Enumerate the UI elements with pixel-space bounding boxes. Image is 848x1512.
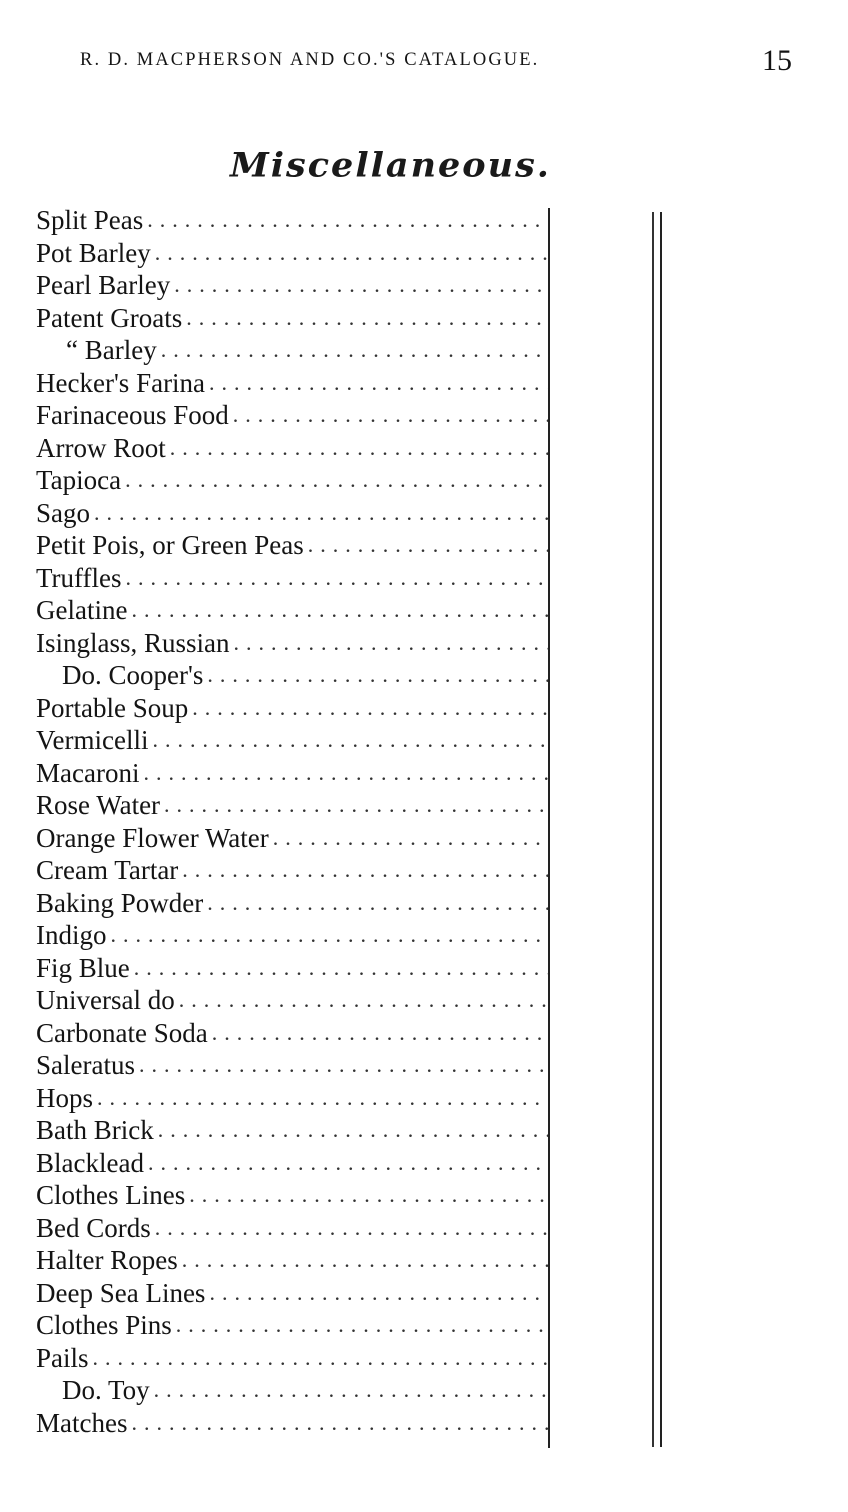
price-column-rule — [548, 208, 550, 1448]
dot-leader — [135, 1049, 548, 1082]
dot-leader — [90, 497, 548, 530]
item-label: Tapioca — [36, 465, 122, 495]
dot-leader — [107, 919, 549, 952]
item-label: Vermicelli — [36, 725, 149, 755]
dot-leader — [144, 1147, 548, 1180]
running-head: R. D. MACPHERSON AND CO.'S CATALOGUE. — [80, 50, 540, 70]
item-label: Saleratus — [36, 1050, 135, 1080]
item-label: Clothes Pins — [36, 1310, 172, 1340]
catalogue-item — [36, 1114, 548, 1147]
catalogue-item — [36, 1017, 548, 1050]
catalogue-item — [36, 237, 548, 270]
item-label: Pearl Barley — [36, 270, 171, 300]
dot-leader — [143, 204, 548, 237]
catalogue-item — [36, 497, 548, 530]
catalogue-item — [36, 627, 548, 660]
dot-leader — [229, 399, 548, 432]
item-label: Cream Tartar — [36, 855, 179, 885]
catalogue-item — [36, 1309, 548, 1342]
item-label: Do. Cooper's — [62, 660, 204, 690]
dot-leader — [160, 789, 548, 822]
item-label: Truffles — [36, 562, 122, 593]
catalogue-item — [36, 724, 548, 757]
catalogue-item — [36, 367, 548, 400]
catalogue-item — [36, 1342, 548, 1375]
dot-leader — [154, 1114, 548, 1147]
dot-leader — [157, 334, 548, 367]
item-label: Blacklead — [36, 1147, 144, 1178]
catalogue-item — [36, 464, 548, 497]
dot-leader — [151, 237, 548, 270]
item-label: Halter Ropes — [36, 1245, 178, 1275]
item-label: Baking Powder — [36, 887, 204, 918]
dot-leader — [203, 659, 548, 692]
catalogue-item — [36, 1244, 548, 1277]
catalogue-item — [36, 432, 548, 465]
item-label: Deep Sea Lines — [36, 1277, 206, 1308]
dot-leader — [304, 529, 548, 562]
page-header — [0, 44, 848, 84]
item-label: Patent Groats — [36, 302, 183, 333]
catalogue-item — [36, 1082, 548, 1115]
catalogue-item — [36, 984, 548, 1017]
item-label: Fig Blue — [36, 952, 130, 983]
catalogue-item — [36, 789, 548, 822]
item-label: Pot Barley — [36, 237, 151, 268]
catalogue-item — [36, 334, 548, 367]
dot-leader — [205, 1277, 548, 1310]
catalogue-item — [36, 529, 548, 562]
item-label: Arrow Root — [36, 432, 166, 463]
catalogue-item — [36, 952, 548, 985]
item-label: Portable Soup — [36, 692, 189, 723]
item-label: Universal do — [36, 985, 175, 1015]
catalogue-item — [36, 204, 548, 237]
dot-leader — [178, 1244, 548, 1277]
catalogue-item — [36, 1407, 548, 1440]
dot-leader — [148, 724, 548, 757]
catalogue-item — [36, 1374, 548, 1407]
catalogue-item — [36, 887, 548, 920]
dot-leader — [121, 464, 548, 497]
dot-leader — [150, 1374, 548, 1407]
catalogue-item — [36, 659, 548, 692]
item-label: Isinglass, Russian — [36, 627, 230, 658]
catalogue-item — [36, 399, 548, 432]
item-label: Split Peas — [36, 205, 144, 235]
section-title: Miscellaneous. — [230, 146, 551, 185]
item-label: Clothes Lines — [36, 1180, 186, 1210]
dot-leader — [139, 757, 548, 790]
catalogue-item — [36, 757, 548, 790]
dot-leader — [151, 1212, 548, 1245]
item-label: Matches — [36, 1407, 128, 1438]
item-label: Macaroni — [36, 757, 140, 788]
item-label: Hecker's Farina — [36, 367, 206, 398]
dot-leader — [188, 692, 548, 725]
catalogue-item — [36, 302, 548, 335]
catalogue-item — [36, 1212, 548, 1245]
item-label: Hops — [36, 1082, 94, 1113]
catalogue-item — [36, 1179, 548, 1212]
dot-leader — [175, 984, 548, 1017]
item-label: Pails — [36, 1342, 89, 1373]
catalogue-item — [36, 269, 548, 302]
item-label: Petit Pois, or Green Peas — [36, 530, 304, 560]
item-label: Carbonate Soda — [36, 1017, 208, 1048]
dot-leader — [89, 1342, 548, 1375]
catalogue-item — [36, 1147, 548, 1180]
item-label: Do. Toy — [62, 1375, 150, 1405]
dot-leader — [127, 1407, 548, 1440]
dot-leader — [185, 1179, 548, 1212]
item-label: Orange Flower Water — [36, 822, 269, 853]
dot-leader — [93, 1082, 548, 1115]
item-label: Farinaceous Food — [36, 400, 229, 430]
dot-leader — [130, 952, 548, 985]
item-label: Sago — [36, 497, 90, 528]
catalogue-item — [36, 919, 548, 952]
catalogue-item — [36, 562, 548, 595]
dot-leader — [205, 367, 548, 400]
item-label: “ Barley — [66, 335, 157, 365]
item-label: Bed Cords — [36, 1212, 151, 1243]
catalogue-item-list — [36, 204, 548, 1439]
dot-leader — [230, 627, 548, 660]
price-column-double-rule-right — [660, 212, 662, 1447]
dot-leader — [203, 887, 548, 920]
price-column-double-rule-left — [652, 212, 654, 1447]
item-label: Bath Brick — [36, 1115, 154, 1145]
dot-leader — [178, 854, 548, 887]
dot-leader — [170, 269, 548, 302]
catalogue-item — [36, 1049, 548, 1082]
catalogue-item — [36, 854, 548, 887]
dot-leader — [269, 822, 548, 855]
catalogue-item — [36, 594, 548, 627]
dot-leader — [166, 432, 548, 465]
dot-leader — [127, 594, 548, 627]
catalogue-item — [36, 822, 548, 855]
dot-leader — [172, 1309, 548, 1342]
dot-leader — [208, 1017, 548, 1050]
dot-leader — [122, 562, 548, 595]
page-number: 15 — [762, 44, 792, 77]
item-label: Rose Water — [36, 790, 161, 820]
item-label: Indigo — [36, 920, 107, 950]
dot-leader — [182, 302, 548, 335]
catalogue-item — [36, 692, 548, 725]
item-label: Gelatine — [36, 595, 128, 625]
catalogue-item — [36, 1277, 548, 1310]
